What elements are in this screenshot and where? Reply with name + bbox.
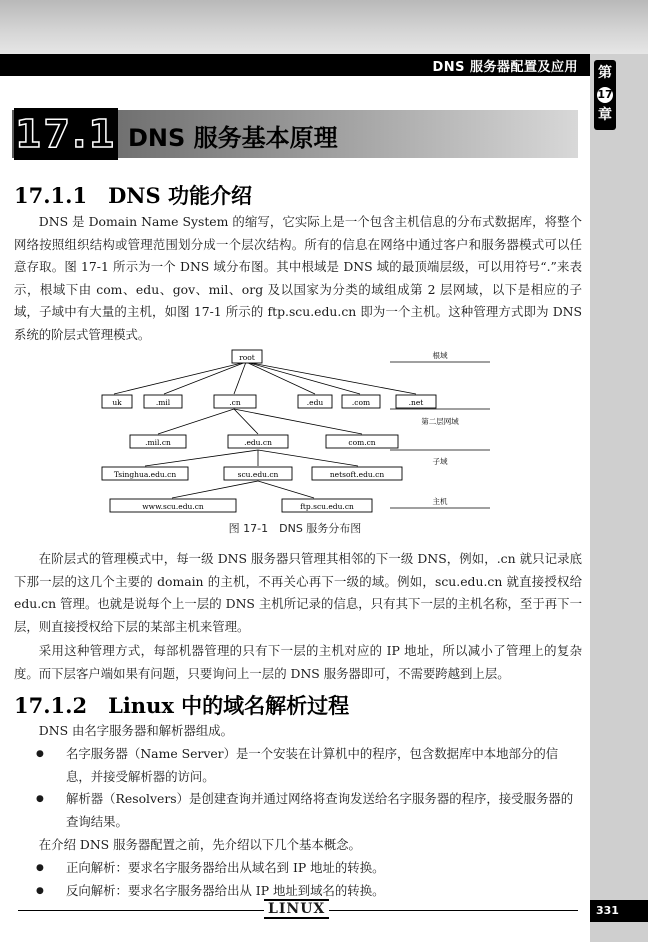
chapter-tab-char: 章 [598, 107, 612, 123]
svg-text:.edu: .edu [306, 398, 324, 407]
chapter-number: 17.1 [14, 108, 118, 160]
svg-text:.edu.cn: .edu.cn [244, 438, 272, 447]
svg-text:.com: .com [351, 398, 371, 407]
running-header-title: DNS 服务器配置及应用 [432, 60, 578, 75]
chapter-side-strip [590, 54, 648, 942]
body-paragraph: 在介绍 DNS 服务器配置之前，先介绍以下几个基本概念。 [38, 837, 361, 852]
figure-caption: 图 17-1 DNS 服务分布图 [228, 522, 362, 535]
body-paragraph: 在阶层式的管理模式中，每一级 DNS 服务器只管理其相邻的下一级 DNS，例如，.cn 就只记录底下那一层的这几个主要的 domain 的主机，不再关心再下一级的域。例如，scu.edu.cn 就直接授权给 edu.cn 管理。也就是说每个上一层的 DNS 主机所记录的信息，只有其下一层的主机名称，至于再下一层，则直接授权给下层的某部主机来管理。 [14, 551, 582, 634]
chapter-tab [594, 60, 616, 130]
body-paragraph: 采用这种管理方式，每部机器管理的只有下一层的主机对应的 IP 地址，所以减小了管理上的复杂度。而下层客户端如果有问题，只要询问上一层的 DNS 服务器即可，不需要跨越到上层。 [14, 643, 582, 681]
svg-text:.net: .net [408, 398, 424, 407]
svg-text:主机: 主机 [432, 497, 448, 506]
svg-text:第二层网域: 第二层网域 [421, 417, 459, 426]
chapter-tab-num: 17 [597, 88, 613, 101]
body-paragraph: DNS 由名字服务器和解析器组成。 [38, 723, 234, 738]
section-heading: 17.1.1 DNS 功能介绍 [14, 183, 252, 208]
svg-text:.mil: .mil [155, 398, 171, 407]
list-item: ● 名字服务器（Name Server）是一个安装在计算机中的程序，包含数据库中本地部分的信息，并接受解析器的访问。 [14, 743, 582, 788]
dns-hierarchy-diagram [100, 340, 500, 518]
svg-text:ftp.scu.edu.cn: ftp.scu.edu.cn [300, 502, 354, 511]
top-shade [0, 0, 648, 54]
svg-text:uk: uk [112, 398, 122, 407]
list-item: ● 反向解析：要求名字服务器给出从 IP 地址到域名的转换。 [14, 880, 582, 903]
list-item: ● 正向解析：要求名字服务器给出从域名到 IP 地址的转换。 [14, 857, 582, 880]
bullet-list [14, 857, 582, 902]
svg-text:scu.edu.cn: scu.edu.cn [237, 470, 279, 479]
svg-text:.cn: .cn [229, 398, 241, 407]
svg-text:www.scu.edu.cn: www.scu.edu.cn [142, 502, 204, 511]
svg-text:根域: 根域 [432, 351, 448, 360]
chapter-title: DNS 服务基本原理 [128, 124, 338, 152]
section-heading: 17.1.2 Linux 中的域名解析过程 [14, 693, 350, 718]
svg-text:子域: 子域 [432, 457, 448, 466]
bullet-list [14, 743, 582, 833]
svg-text:Tsinghua.edu.cn: Tsinghua.edu.cn [113, 470, 177, 479]
svg-text:com.cn: com.cn [348, 438, 376, 447]
svg-text:.mil.cn: .mil.cn [145, 438, 171, 447]
svg-text:root: root [239, 353, 255, 362]
list-item: ● 解析器（Resolvers）是创建查询并通过网络将查询发送给名字服务器的程序，接受服务器的查询结果。 [14, 788, 582, 833]
chapter-tab-char: 第 [598, 65, 612, 81]
running-header [0, 54, 590, 76]
page-number: 331 [590, 900, 648, 922]
footer-logo: LINUX [264, 899, 329, 919]
svg-text:netsoft.edu.cn: netsoft.edu.cn [329, 470, 385, 479]
body-paragraph: DNS 是 Domain Name System 的缩写，它实际上是一个包含主机信息的分布式数据库，将整个网络按照组织结构或管理范围划分成一个层次结构。所有的信息在网络中通过客户和服务器模式可以任意存取。图 17-1 所示为一个 DNS 域分布图。其中根域是 DNS 域的最顶端层级，可以用符号“.”来表示，根域下由 com、edu、gov、mil、org 及以国家为分类的域组成第 2 层网域，以下是相应的子域，子域中有大量的主机，如图 17-1 所示的 ftp.scu.edu.cn 即为一个主机。这种管理方式即为 DNS 系统的阶层式管理模式。 [14, 214, 582, 342]
